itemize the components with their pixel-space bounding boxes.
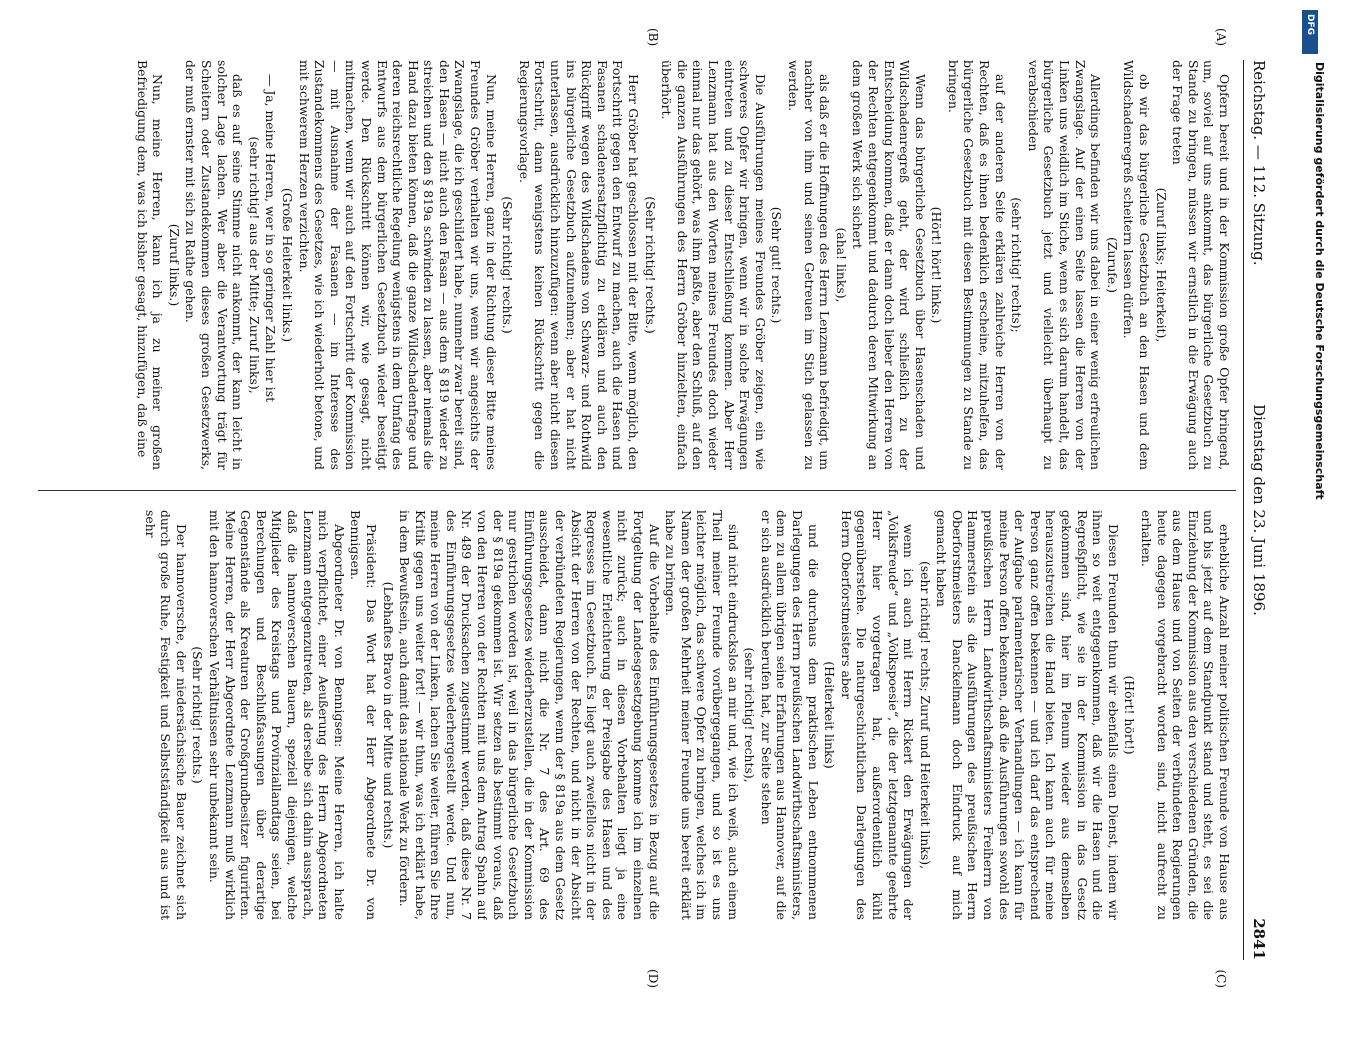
interjection: (Sehr richtig! rechts.) xyxy=(190,646,206,784)
interjection: (Zuruf links.) xyxy=(166,223,182,307)
interjection: (Hört! hört! links.) xyxy=(929,206,945,324)
interjection: (Sehr gut! rechts.) xyxy=(769,206,785,324)
header-session: Reichstag. — 112. Sitzung. xyxy=(1250,60,1268,266)
text-column-left xyxy=(40,60,1232,470)
digitization-credit xyxy=(1302,10,1342,990)
interjection: (Sehr richtig! rechts.) xyxy=(642,196,658,334)
interjection: (sehr richtig! aus der Mitte; Zuruf links), xyxy=(246,136,262,394)
credit-text: Digitalisierung gefördert durch die Deutsche Forschungsgemeinschaft xyxy=(1313,62,1326,500)
interjection: (sehr richtig! rechts; Zuruf und Heiterkeit links), xyxy=(917,560,933,870)
paragraph: Diesen Freunden thun wir ebenfalls einen Dienst, indem wir ihnen so weit entgegenkommen, daß wir die Hasen und die Regreßpflicht, wie sie in der Kommission in das Gesetz gekommen sind, hier im Plenum wieder aus demselben herauszustreichen die Hand bieten. Ich kann auch für meine Person ganz offen bekennen — und ich darf das entsprechend der Aufgabe parlamentarischer Verhandlungen — ich kann für meine Person offen bekennen, daß die Ausführungen sowohl des preußischen Herrn Landwirthschaftsministers Freiherrn von Hammerstein als die Ausführungen des preußischen Herrn Oberforstmeisters Danckelmann doch Eindruck auf mich gemacht haben xyxy=(934,510,1121,920)
paragraph: Nun, meine Herren, ganz in der Richtung dieser Bitte meines Freundes Gröber verhalten wir uns, wenn wir angesichts der Zwangslage, die ich geschildert habe, nunmehr zwar bereit sind, den Hasen — nicht auch den Fasan — aus dem § 819 wieder zu streichen und den § 819a schwinden zu lassen, aber niemals die Hand dazu bieten können, daß die ganze Wildschadenfrage und deren reichsrechtliche Regelung wenigstens in dem Umfang des Entwurfs aus dem bürgerlichen Gesetzbuch wieder beseitigt werde. Den Rückschritt können wir, wie gesagt, nicht mitmachen, wenn wir auch auf den Fortschritt der Kommission — mit Ausnahme der Fasanen — im Interesse des Zustandekommens des Gesetzes, wie ich wiederholt betone, und mit schwerem Herzen verzichten. xyxy=(296,60,499,470)
interjection: (Sehr richtig! rechts.) xyxy=(500,196,516,334)
margin-marker-d: (D) xyxy=(646,969,660,988)
interjection: (Große Heiterkeit links.) xyxy=(279,187,295,343)
paragraph: Der hannoversche, der niedersächsische Bauer zeichnet sich durch große Ruhe, Festigkeit und Selbstständigkeit aus und ist sehr xyxy=(142,510,189,920)
text-column-right xyxy=(40,510,1232,920)
paragraph: als daß er die Hoffnungen des Herrn Lenzmann befriedigt, um nachher von ihm und seinen Getreuen im Stich gelassen zu werden. xyxy=(785,60,833,470)
margin-marker-a: (A) xyxy=(1214,28,1228,47)
paragraph: — Ja, meine Herren, wer in so geringer Zahl hier ist xyxy=(263,74,279,403)
interjection: (Lebhaftes Bravo in der Mitte und rechts.) xyxy=(380,581,396,849)
paragraph: wenn ich auch mit Herrn Rickert den Erwägungen der „Volksfreude“ und „Volkspoesie“, die der letztgenannte geehrte Herr hier vorgetragen hat, außerordentlich kühl gegenüberstehe. Die naturgeschichtlichen Darlegungen des Herrn Oberforstmeisters aber xyxy=(838,510,917,920)
column-divider xyxy=(38,490,1236,491)
paragraph: Herr Gröber hat geschlossen mit der Bitte, wenn möglich, den Fortschritt gegen den Entwurf zu machen, auch die Hasen und Fasanen schadenersatzpflichtig zu erklären und auch den Rückgriff wegen des Wildschadens von Schwarz- und Rothwild ins bürgerliche Gesetzbuch aufzunehmen; aber er hat nicht unterlassen, ausdrücklich hinzuzufügen: wenn aber nicht diesen Fortschritt, dann wenigstens keinen Rückschritt gegen die Regierungsvorlage. xyxy=(516,60,642,470)
interjection: (sehr richtig! rechts), xyxy=(742,647,758,783)
paragraph: Auf die Vorbehalte des Einführungsgesetzes in Bezug auf die Fortgeltung der Landesgesetzgebung komme ich im einzelnen nicht zurück; auch in diesen Vorbehalten liegt ja eine wesentliche Erleichterung der Preisgabe des Hasen und des Regresses im Gesetzbuch. Es liegt auch zweifellos nicht in der Absicht der Herren von der Rechten, und nicht in der Absicht der verbündeten Regierungen, wenn der § 819a aus dem Gesetz ausscheidet, dann nicht die Nr. 7 des Art. 69 des Einführungsgesetzes wiederherzustellen, die in der Kommission nur gestrichen worden ist, weil in das bürgerliche Gesetzbuch der § 819a gekommen ist. Wir setzen als bestimmt voraus, daß von den Herren von der Rechten mit uns dem Antrag Spahn auf Nr. 489 der Drucksachen zugestimmt werden, daß diese Nr. 7 des Einführungsgesetzes wiederhergestellt werde. Und nun, meine Herren von der Linken, lachen Sie weiter, führen Sie Ihre Kritik gegen uns weiter fort! — wir thun, was ich erklärt habe, in dem Bewußtsein, auch damit das nationale Werk zu fördern. xyxy=(397,510,662,920)
margin-marker-c: (C) xyxy=(1214,969,1228,988)
paragraph: erhebliche Anzahl meiner politischen Freunde von Hause aus und bis jetzt auf dem Standpunkt stand und steht, es sei die Einziehung der Kommission aus den verschiedenen Gründen, die aus dem Hause und von Seiten der verbündeten Regierungen heute dagegen vorgebracht worden sind, nicht aufrecht zu erhalten. xyxy=(1139,510,1232,920)
paragraph: Die Ausführungen meines Freundes Gröber zeigen, ein wie schweres Opfer wir bringen, wenn wir in solche Erwägungen eintreten und zu dieser Entschließung kommen. Aber Herr Lenzmann hat aus den Worten meines Freundes doch wieder einmal nur das gehört, was ihm paßte, aber den Schluß, auf den die ganzen Ausführungen des Herrn Gröber hinzielten, einfach überhört. xyxy=(659,60,768,470)
paragraph: Wenn das bürgerliche Gesetzbuch über Hasenschaden und Wildschadenregreß geht, der wird schließlich zu der Entscheidung kommen, daß er dann doch lieber den Herren von der Rechten entgegenkommt und dadurch deren Mitwirkung an dem großen Werk sich sichert xyxy=(850,60,928,470)
paragraph: auf der anderen Seite erklären zahlreiche Herren von der Rechten, daß es ihnen bedenklich erscheine, mitzuhelfen, das bürgerliche Gesetzbuch mit diesen Bestimmungen zu Stande zu bringen. xyxy=(945,60,1008,470)
interjection: (sehr richtig! rechts); xyxy=(1009,197,1025,333)
header-date: Dienstag den 23. Juni 1896. xyxy=(1250,404,1268,616)
paragraph: Präsident: Das Wort hat der Herr Abgeordnete Dr. von Bennigsen. xyxy=(348,510,379,920)
paragraph: Opfern bereit und in der Kommission große Opfer bringend, um, soviel auf uns ankommt, das bürgerliche Gesetzbuch zu Stande zu bringen, müssen wir ernstlich in die Erwägung auch der Frage treten xyxy=(1170,60,1232,470)
paragraph: Abgeordneter Dr. von Bennigsen: Meine Herren, ich halte mich verpflichtet, einer Aeußerung des Herrn Abgeordneten Lenzmann entgegenzutreten, als derselbe sich dahin aussprach, daß die hannoverschen Bauern, speziell diejenigen, welche Mitglieder des Kreistags und Provinziallandtags seien, bei Berechungen und Beschlußfassungen über derartige Gegenstände als Kreaturen der Großgrundbesitzer figurirten. Meine Herren, der Herr Abgeordnete Lenzmann muß wirklich mit den hannoverschen Verhältnissen sehr unbekannt sein. xyxy=(207,510,347,920)
paragraph: Allerdings befinden wir uns dabei in einer wenig erfreulichen Zwangslage. Auf der einen Seite lassen die Herren von der Linken uns weidlich im Stiche, wenn es sich darum handelt, das bürgerliche Gesetzbuch jetzt und vielleicht überhaupt zu verabschieden xyxy=(1025,60,1104,470)
paragraph: daß es auf seine Stimme nicht ankommt, der kann leicht in solcher Lage lachen. Wer aber die Verantwortung trägt für Scheitern oder Zustandekommen dieses großen Gesetzwerks, der muß ernster mit sich zu Rathe gehen. xyxy=(183,60,246,470)
margin-marker-b: (B) xyxy=(646,28,660,47)
paragraph: und die durchaus dem praktischen Leben entnommenen Darlegungen des Herrn preußischen Landwirthschaftsministers, dem zu allem übrigen seine Erfahrungen aus Hannover, auf die er sich ausdrücklich berufen hat, zur Seite stehen xyxy=(758,510,821,920)
page-header xyxy=(1243,60,1272,960)
dfg-logo: DFG xyxy=(1302,10,1318,54)
page-number: 2841 xyxy=(1250,918,1268,960)
paragraph: ob wir das bürgerliche Gesetzbuch an den Hasen und dem Wildschadenregreß scheitern lassen dürfen. xyxy=(1121,60,1153,470)
interjection: (Hört! hört!) xyxy=(1122,675,1138,755)
paragraph: sind nicht eindruckslos an mir und, wie ich weiß, auch einem Theil meiner Freunde vorübergegangen, und so ist es uns leichter möglich, das schwere Opfer zu bringen, welches ich im Namen der großen Mehrheit meiner Freunde uns bereit erklärt habe zu bringen. xyxy=(663,510,741,920)
paragraph: Nun, meine Herren, kann ich ja zu meiner großen Befriedigung dem, was ich bisher gesagt, hinzufügen, daß eine xyxy=(134,60,166,470)
interjection: (Heiterkeit links) xyxy=(822,661,838,769)
interjection: (aha! links), xyxy=(833,227,849,303)
interjection: (Zuruf links; Heiterkeit), xyxy=(1153,187,1169,343)
interjection: (Zurufe.) xyxy=(1104,236,1120,294)
